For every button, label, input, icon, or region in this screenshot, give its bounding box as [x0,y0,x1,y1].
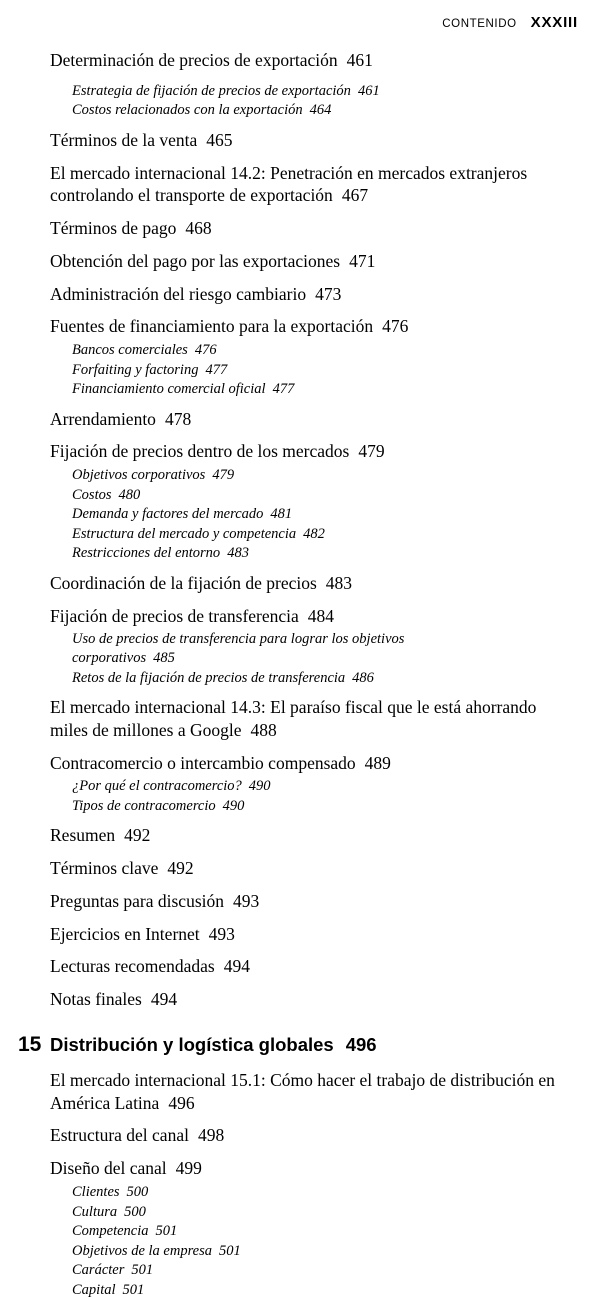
toc-entry-title: Determinación de precios de exportación [50,50,338,70]
toc-subentry-title: Objetivos de la empresa [72,1242,213,1259]
toc-subentry[interactable] [72,505,572,524]
toc-subentry-group [50,630,572,687]
toc-subentry[interactable] [72,1222,572,1241]
toc-entry-page: 493 [233,890,260,911]
toc-subentry[interactable] [72,630,572,667]
running-head [18,14,582,31]
toc-subentry-group [50,777,572,815]
toc-subentry-title: Objetivos corporativos [72,467,206,484]
chapter-page: 496 [345,1033,377,1055]
toc-subentry-page: 486 [352,669,374,686]
toc-entry-page: 476 [382,316,409,337]
toc-subentry-title: Costos relacionados con la exportación [72,102,303,119]
toc-subentry-title: Estrategia de fijación de precios de exportación [72,82,351,99]
toc-entry[interactable] [50,857,572,880]
toc-entry-page: 492 [167,858,194,879]
toc-entry[interactable] [50,49,572,72]
toc-subentry-title: Bancos comerciales [72,342,188,359]
toc-entry-title-line1: El mercado internacional 14.3: El paraíso fiscal que le está ahorrando [50,697,537,718]
toc-entry[interactable] [50,988,572,1011]
toc-entry-page: 473 [315,283,342,304]
toc-subentry[interactable] [72,361,572,380]
toc-entry-title: Diseño del canal [50,1158,167,1179]
toc-entry-page: 492 [124,825,151,846]
toc-subentry-page: 480 [118,486,141,503]
toc-entry-page: 493 [208,923,235,944]
toc-entry-boxed-feature[interactable] [50,696,572,742]
toc-entry-title: Fijación de precios dentro de los mercados [50,441,350,462]
toc-entry[interactable] [50,955,572,978]
toc-entry-title-line2: América Latina [50,1092,160,1113]
toc-entry-page: 488 [250,719,277,740]
toc-subentry-page: 477 [272,381,295,398]
toc-entry-page: 468 [185,218,212,239]
toc-subentry-page: 476 [194,342,217,359]
toc-entry-title: Preguntas para discusión [50,890,224,911]
toc-subentry[interactable] [72,544,572,563]
toc-entry-title: Fuentes de financiamiento para la exportación [50,316,374,337]
toc-subentry[interactable] [72,777,572,796]
toc-subentry-title: Costos [72,486,112,503]
toc-subentry[interactable] [72,486,572,505]
toc-entry-page: 499 [175,1158,202,1179]
toc-entry-list [18,49,572,1299]
toc-subentry[interactable] [72,525,572,544]
toc-entry[interactable] [50,572,572,595]
toc-entry[interactable] [50,605,572,628]
running-head-label: CONTENIDO [442,18,517,30]
toc-subentry-title-line1: Uso de precios de transferencia para lograr los objetivos [72,631,405,648]
toc-subentry-title-line2: corporativos [72,650,147,667]
toc-entry-title: Obtención del pago por las exportaciones [50,250,341,271]
toc-subentry-page: 501 [122,1281,145,1298]
toc-subentry[interactable] [72,466,572,485]
toc-subentry-group [50,466,572,563]
toc-entry[interactable] [50,824,572,847]
toc-entry[interactable] [50,1124,572,1147]
toc-subentry-group [50,82,572,120]
toc-subentry[interactable] [72,1261,572,1280]
toc-entry-title: Coordinación de la fijación de precios [50,572,317,593]
toc-entry-page: 494 [223,956,250,977]
toc-subentry-title: Forfaiting y factoring [72,361,199,378]
toc-subentry-title: Estructura del mercado y competencia [72,525,297,542]
toc-subentry-page: 477 [205,361,228,378]
toc-subentry[interactable] [72,797,572,816]
toc-entry-title: Estructura del canal [50,1125,189,1146]
toc-entry-page: 478 [164,408,192,429]
toc-entry[interactable] [50,217,572,240]
toc-entry-page: 465 [206,129,233,150]
toc-subentry[interactable] [72,669,572,688]
toc-subentry-title: Tipos de contracomercio [72,797,216,814]
toc-entry-page: 498 [197,1125,225,1146]
toc-subentry[interactable] [72,341,572,360]
page-folio: XXXIII [530,14,578,31]
toc-subentry[interactable] [72,380,572,399]
toc-entry-title-line1: El mercado internacional 15.1: Cómo hacer el trabajo de distribución en [50,1069,555,1090]
toc-entry[interactable] [50,129,572,152]
toc-entry[interactable] [50,890,572,913]
toc-entry-title: Resumen [50,825,116,846]
toc-subentry-title: Retos de la fijación de precios de transferencia [72,669,346,686]
toc-subentry-group [50,1183,572,1299]
toc-subentry[interactable] [72,1242,572,1261]
toc-entry[interactable] [50,315,572,338]
toc-subentry-title: Cultura [72,1203,118,1220]
toc-subentry-title: Financiamiento comercial oficial [72,381,266,398]
toc-subentry-page: 500 [126,1183,149,1200]
toc-subentry[interactable] [72,101,572,120]
toc-entry[interactable] [50,250,572,273]
toc-subentry-page: 482 [303,525,325,542]
toc-entry-title: Términos de pago [50,218,177,239]
toc-entry-page: 483 [325,572,353,593]
toc-subentry-group [50,341,572,399]
toc-subentry-page: 461 [357,82,380,99]
toc-entry-boxed-feature[interactable] [50,1069,572,1115]
toc-entry-title: Notas finales [50,989,142,1010]
toc-subentry-page: 483 [227,545,249,562]
toc-subentry-title: Capital [72,1281,116,1298]
toc-entry-page: 467 [341,185,369,206]
toc-subentry-title: Competencia [72,1223,149,1240]
toc-subentry-title: Carácter [72,1262,125,1279]
toc-entry-page: 484 [307,605,335,626]
toc-subentry-page: 490 [248,778,271,795]
toc-entry-boxed-feature[interactable] [50,162,572,208]
toc-entry-title: Administración del riesgo cambiario [50,283,307,304]
toc-subentry-title: Clientes [72,1183,120,1200]
toc-entry[interactable] [50,923,572,946]
toc-entry-title-line2: miles de millones a Google [50,719,242,740]
toc-entry-title: Términos clave [50,858,159,879]
toc-entry-title: Lecturas recomendadas [50,956,215,977]
toc-subentry-title: Demanda y factores del mercado [72,506,264,523]
toc-entry-page: 479 [358,441,385,462]
toc-entry-page: 471 [349,250,376,271]
toc-subentry-page: 500 [124,1203,146,1220]
toc-subentry[interactable] [72,1281,572,1299]
toc-entry-page: 496 [168,1092,195,1113]
toc-entry-title: Arrendamiento [50,408,156,429]
toc-entry-title: Términos de la venta [50,129,198,150]
chapter-number: 15 [18,1032,42,1056]
toc-entry-title-line1: El mercado internacional 14.2: Penetración en mercados extranjeros [50,162,528,183]
toc-subentry-page: 490 [222,797,245,814]
toc-entry-page: 461 [346,50,373,70]
toc-entry-title: Fijación de precios de transferencia [50,605,299,626]
chapter-title: Distribución y logística globales [50,1033,334,1055]
toc-subentry-title: Restricciones del entorno [72,545,221,562]
toc-subentry-page: 501 [155,1223,178,1240]
toc-entry[interactable] [50,1157,572,1180]
toc-subentry[interactable] [72,1203,572,1222]
toc-entry[interactable] [50,440,572,463]
toc-subentry-page: 485 [153,650,175,667]
toc-subentry-page: 464 [309,102,332,119]
toc-entry-title-line2: controlando el transporte de exportación [50,185,333,206]
toc-entry-page: 489 [364,752,391,773]
toc-subentry-title: ¿Por qué el contracomercio? [72,778,242,795]
toc-entry[interactable] [50,408,572,431]
toc-entry-page: 494 [150,989,178,1010]
toc-subentry-page: 501 [219,1242,241,1259]
toc-subentry[interactable] [72,1183,572,1202]
toc-entry[interactable] [50,752,572,775]
toc-subentry-page: 479 [212,467,235,484]
toc-entry-title: Contracomercio o intercambio compensado [50,752,356,773]
chapter-heading[interactable] [18,1032,572,1057]
toc-subentry-page: 501 [131,1262,154,1279]
toc-entry-title: Ejercicios en Internet [50,923,200,944]
toc-subentry-page: 481 [270,506,293,523]
toc-subentry[interactable] [72,82,572,101]
chapter-entry-list [50,1069,572,1299]
toc-entry[interactable] [50,283,572,306]
